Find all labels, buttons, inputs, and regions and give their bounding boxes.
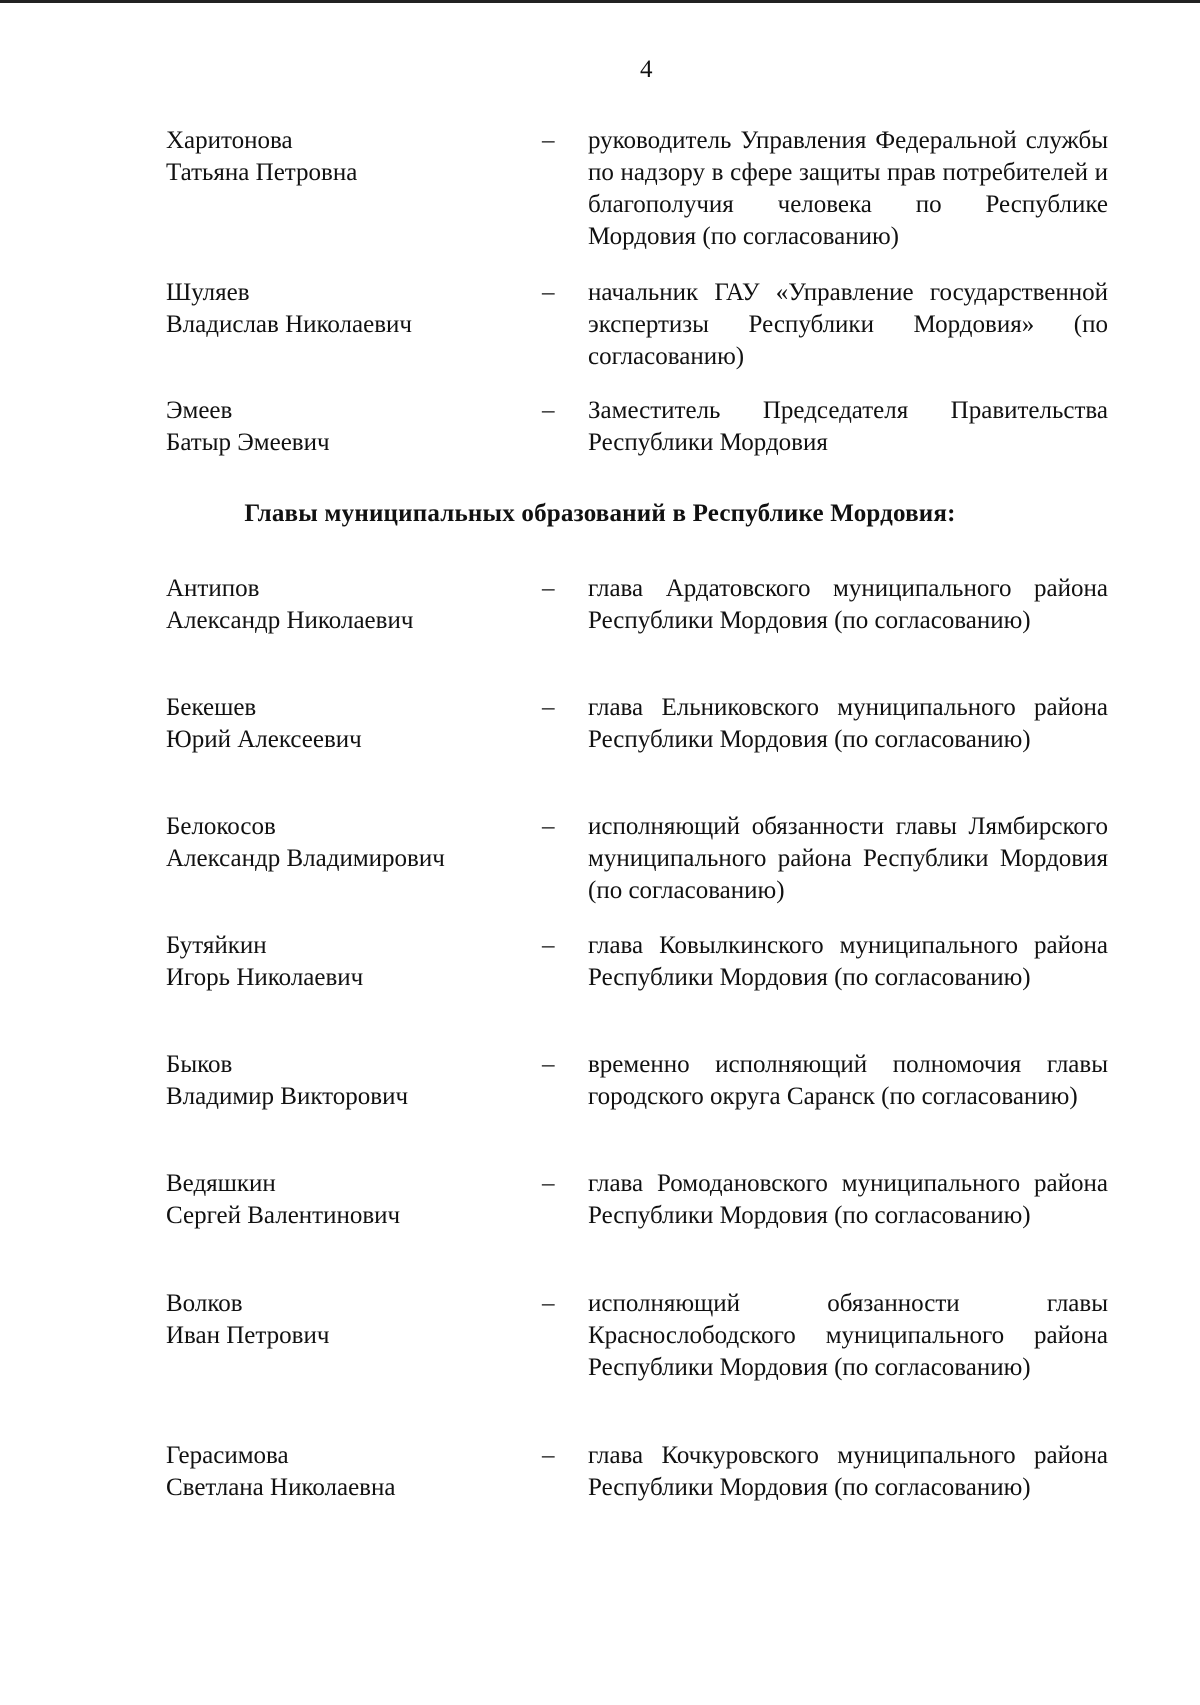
separator-dash: – [542,813,555,840]
person-given-names: Иван Петрович [166,1322,330,1349]
person-given-names: Александр Владимирович [166,845,445,872]
page-number: 4 [640,56,653,83]
person-surname: Герасимова [166,1442,289,1469]
person-role: руководитель Управления Федеральной службы по надзору в сфере защиты прав потребителей и благополучия человека по Республике Мордовия (по согласованию) [588,127,1108,250]
person-surname: Белокосов [166,813,276,840]
person-role: глава Ельниковского муниципального района Республики Мордовия (по согласованию) [588,694,1108,753]
person-surname: Быков [166,1051,233,1078]
section-heading: Главы муниципальных образований в Республике Мордовия: [244,500,956,527]
person-name [166,573,526,637]
person-surname: Бекешев [166,694,257,721]
person-name [166,1168,526,1232]
person-given-names: Светлана Николаевна [166,1474,396,1501]
separator-dash: – [542,1170,555,1197]
separator-dash: – [542,127,555,154]
person-role: глава Ковылкинского муниципального района Республики Мордовия (по согласованию) [588,932,1108,991]
separator-dash: – [542,932,555,959]
person-given-names: Батыр Эмеевич [166,429,330,456]
person-given-names: Юрий Алексеевич [166,726,362,753]
person-name [166,1288,526,1352]
person-name [166,125,526,189]
person-surname: Эмеев [166,397,233,424]
person-surname: Харитонова [166,127,293,154]
separator-dash: – [542,279,555,306]
person-role: Заместитель Председателя Правительства Республики Мордовия [588,397,1108,456]
person-given-names: Александр Николаевич [166,607,414,634]
person-given-names: Владимир Викторович [166,1083,409,1110]
separator-dash: – [542,397,555,424]
person-given-names: Сергей Валентинович [166,1202,401,1229]
person-name [166,1440,526,1504]
separator-dash: – [542,694,555,721]
person-role: глава Ромодановского муниципального района Республики Мордовия (по согласованию) [588,1170,1108,1229]
separator-dash: – [542,1051,555,1078]
person-role: глава Ардатовского муниципального района Республики Мордовия (по согласованию) [588,575,1108,634]
person-role: начальник ГАУ «Управление государственной экспертизы Республики Мордовия» (по согласованию) [588,279,1108,370]
separator-dash: – [542,575,555,602]
person-role: временно исполняющий полномочия главы городского округа Саранск (по согласованию) [588,1051,1108,1110]
person-surname: Антипов [166,575,260,602]
person-name [166,930,526,994]
person-surname: Шуляев [166,279,250,306]
person-role: исполняющий обязанности главы Лямбирского муниципального района Республики Мордовия (по согласованию) [588,813,1108,904]
person-name [166,692,526,756]
separator-dash: – [542,1290,555,1317]
person-name [166,811,526,875]
person-given-names: Игорь Николаевич [166,964,364,991]
top-edge-rule [0,0,1200,3]
person-surname: Ведяшкин [166,1170,276,1197]
person-surname: Бутяйкин [166,932,267,959]
person-given-names: Владислав Николаевич [166,311,412,338]
person-name [166,395,526,459]
person-surname: Волков [166,1290,243,1317]
person-role: глава Кочкуровского муниципального района Республики Мордовия (по согласованию) [588,1442,1108,1501]
person-name [166,277,526,341]
person-given-names: Татьяна Петровна [166,159,358,186]
person-name [166,1049,526,1113]
person-role: исполняющий обязанности главы Краснослободского муниципального района Республики Мордовия (по согласованию) [588,1290,1108,1381]
separator-dash: – [542,1442,555,1469]
